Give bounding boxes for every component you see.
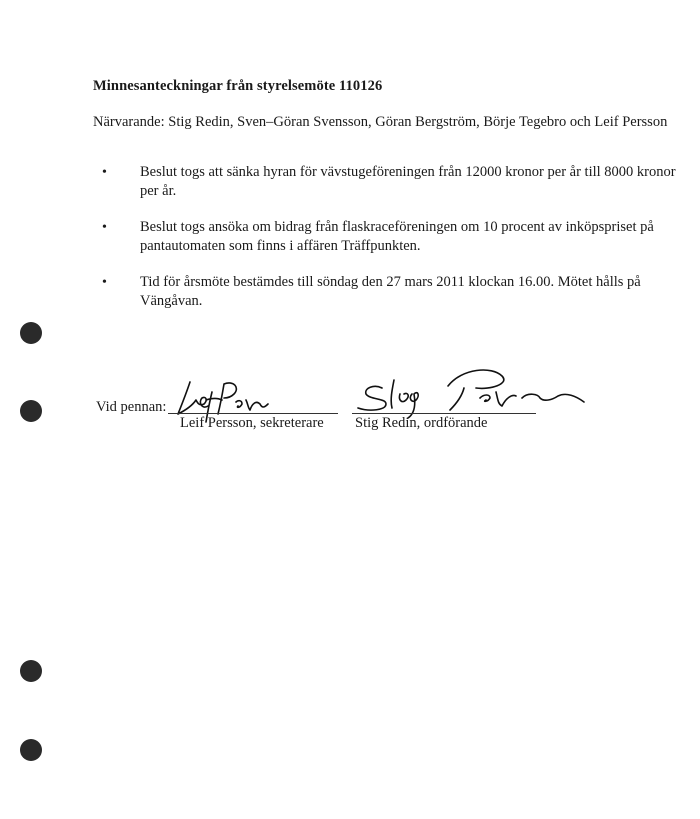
attendees-line: Närvarande: Stig Redin, Sven–Göran Svensson, Göran Bergström, Börje Tegebro och Leif Persson — [93, 114, 668, 130]
punch-hole — [20, 660, 42, 682]
signature-label: Vid pennan: — [96, 399, 167, 415]
signature-line — [352, 413, 536, 414]
document-title: Minnesanteckningar från styrelsemöte 110126 — [93, 78, 383, 94]
punch-hole — [20, 322, 42, 344]
secretary-name: Leif Persson, sekreterare — [180, 415, 324, 431]
decision-item — [102, 273, 692, 311]
signature-line — [168, 413, 338, 414]
decision-text: Tid för årsmöte bestämdes till söndag den 27 mars 2011 klockan 16.00. Mötet hålls på Vängåvan. — [140, 274, 641, 309]
punch-hole — [20, 739, 42, 761]
decision-text: Beslut togs ansöka om bidrag från flaskraceföreningen om 10 procent av inköpspriset på pantautomaten som finns i affären Träffpunkten. — [140, 219, 654, 254]
bullet-icon: • — [102, 275, 107, 290]
decision-item — [102, 218, 692, 256]
chair-name: Stig Redin, ordförande — [355, 415, 488, 431]
decision-list — [102, 163, 692, 328]
punch-hole — [20, 400, 42, 422]
decision-text: Beslut togs att sänka hyran för vävstugeföreningen från 12000 kronor per år till 8000 kronor per år. — [140, 164, 676, 199]
bullet-icon: • — [102, 165, 107, 180]
decision-item — [102, 163, 692, 201]
bullet-icon: • — [102, 220, 107, 235]
